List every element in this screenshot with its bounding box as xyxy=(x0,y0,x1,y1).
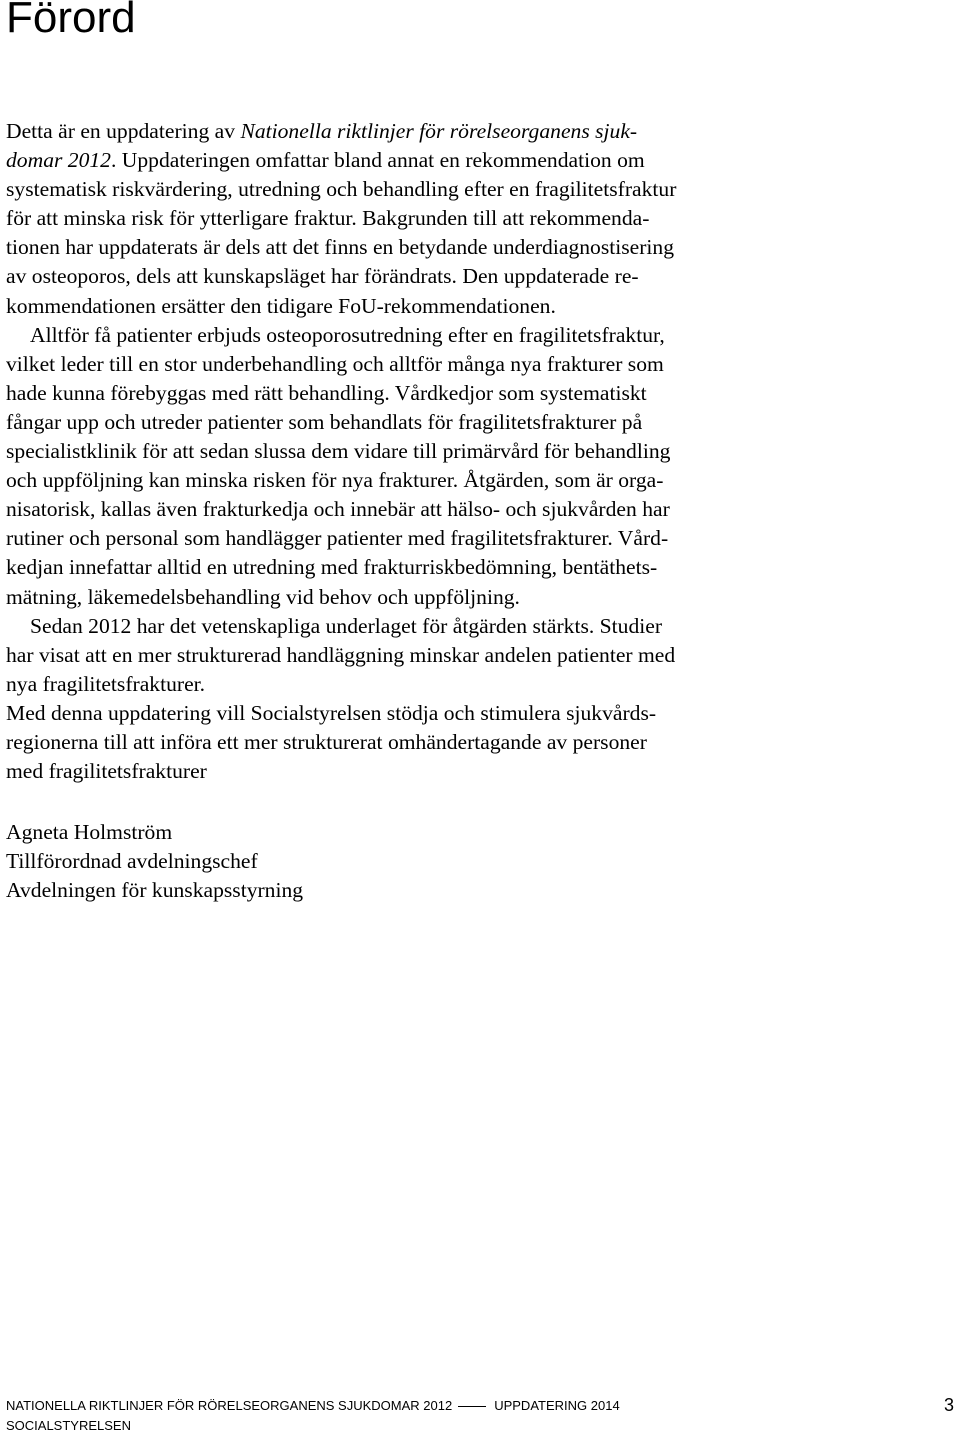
text-line: mätning, läkemedelsbehandling vid behov och uppföljning. xyxy=(6,584,520,609)
footer-publisher: SOCIALSTYRELSEN xyxy=(6,1418,131,1433)
text-line: med fragilitetsfrakturer xyxy=(6,759,207,784)
text-line xyxy=(6,117,960,146)
text-line: och uppföljning kan minska risken för nya frakturer. Åtgärden, som är orga- xyxy=(6,468,664,493)
text-line: av osteoporos, dels att kunskapsläget har förändrats. Den uppdaterade re- xyxy=(6,264,639,289)
page-title: Förord xyxy=(6,0,136,42)
document-reference: domar 2012 xyxy=(6,148,111,173)
text-line xyxy=(6,146,960,175)
text-line: Med denna uppdatering vill Socialstyrelsen stödja och stimulera sjukvårds- xyxy=(6,700,657,725)
preface-body xyxy=(6,117,960,786)
footer-update-label: UPPDATERING 2014 xyxy=(494,1398,620,1413)
footer-document-title: NATIONELLA RIKTLINJER FÖR RÖRELSEORGANENS SJUKDOMAR 2012 xyxy=(6,1398,453,1413)
text-line: för att minska risk för ytterligare fraktur. Bakgrunden till att rekommenda- xyxy=(6,206,650,231)
text-line: Sedan 2012 har det vetenskapliga underlaget för åtgärden stärkts. Studier xyxy=(30,613,663,638)
text-line: nya fragilitetsfrakturer. xyxy=(6,671,206,696)
page-number: 3 xyxy=(943,1395,954,1415)
text-line: specialistklinik för att sedan slussa dem vidare till primärvård för behandling xyxy=(6,439,671,464)
text-line: systematisk riskvärdering, utredning och behandling efter en fragilitetsfraktur xyxy=(6,177,677,202)
text-line: fångar upp och utreder patienter som behandlats för fragilitetsfrakturer på xyxy=(6,409,643,434)
text-line: nisatorisk, kallas även frakturkedja och innebär att hälso- och sjukvården har xyxy=(6,497,670,522)
text-segment: Detta är en uppdatering av xyxy=(6,119,241,143)
text-line: hade kunna förebyggas med rätt behandling. Vårdkedjor som systematiskt xyxy=(6,380,647,405)
text-line: tionen har uppdaterats är dels att det finns en betydande underdiagnostisering xyxy=(6,235,675,260)
text-line: regionerna till att införa ett mer strukturerat omhändertagande av personer xyxy=(6,729,647,754)
signature-department: Avdelningen för kunskapsstyrning xyxy=(6,878,304,903)
text-line: vilket leder till en stor underbehandling och alltför många nya frakturer som xyxy=(6,351,664,376)
document-reference: Nationella riktlinjer för rörelseorganens sjuk- xyxy=(240,119,638,143)
text-segment: . Uppdateringen omfattar bland annat en rekommendation om xyxy=(110,148,645,173)
page-footer xyxy=(6,1396,960,1436)
text-line: kommendationen ersätter den tidigare FoU-rekommendationen. xyxy=(6,293,556,318)
signature-name: Agneta Holmström xyxy=(6,820,173,844)
text-line: kedjan innefattar alltid en utredning med frakturriskbedömning, bentäthets- xyxy=(6,555,658,580)
signature-role: Tillförordnad avdelningschef xyxy=(6,849,258,874)
text-line: har visat att en mer strukturerad handläggning minskar andelen patienter med xyxy=(6,642,676,667)
footer-running-title xyxy=(6,1396,960,1416)
footer-separator xyxy=(458,1406,486,1407)
text-line: Alltför få patienter erbjuds osteoporosutredning efter en fragilitetsfraktur, xyxy=(30,322,665,347)
text-line: rutiner och personal som handlägger patienter med fragilitetsfrakturer. Vård- xyxy=(6,526,669,551)
signature-block xyxy=(6,818,303,905)
